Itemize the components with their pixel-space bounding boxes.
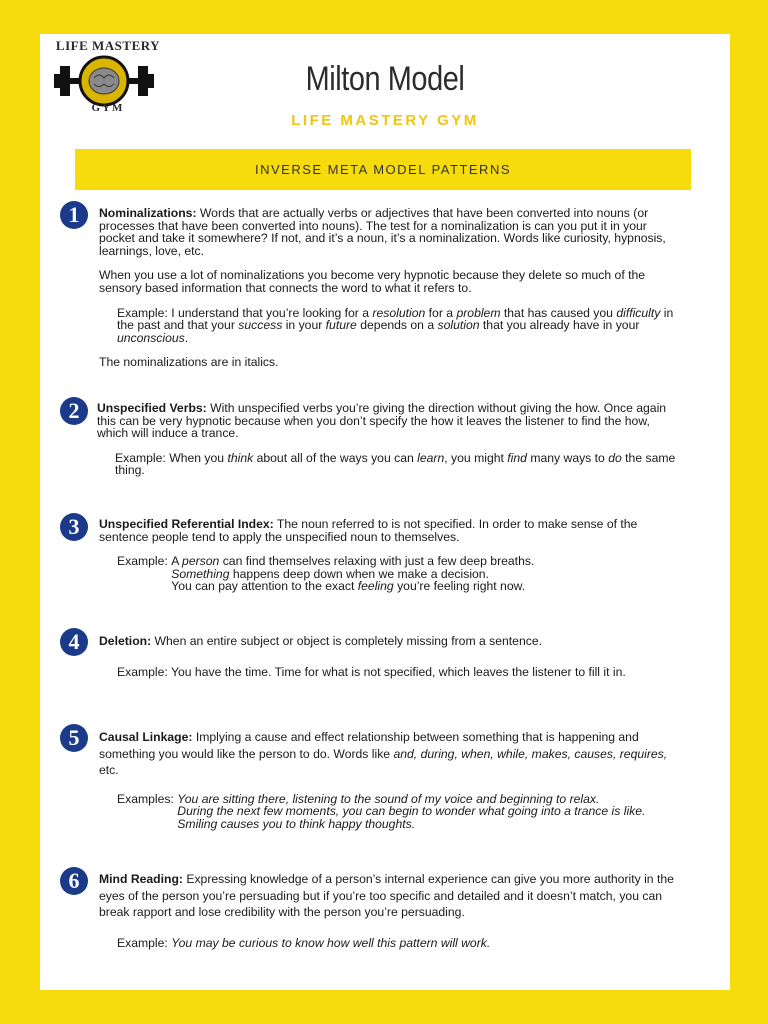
pattern-label: Mind Reading: [99,872,183,886]
pattern-label: Unspecified Referential Index: [99,517,274,531]
pattern-text: Implying a cause and effect relationship between something that is happening and something you would like the person to do. Words like [99,730,639,761]
number-badge-5: 5 [60,724,88,752]
pattern-text: The noun referred to is not specified. In order to make sense of the sentence people tend to apply the unspecified noun to themselves. [99,517,638,544]
section-banner: INVERSE META MODEL PATTERNS [75,149,691,190]
pattern-example: Example: A person can find themselves relaxing with just a few deep breaths. Something happens deep down when we make a decision. You can pay attention to the exact feeling you’re feeling right now. [117,554,535,594]
page-subtitle: LIFE MASTERY GYM [291,112,479,129]
pattern-label: Nominalizations: [99,206,197,220]
number-badge-4: 4 [60,628,88,656]
pattern-label: Causal Linkage: [99,730,193,744]
pattern-example: Examples: You are sitting there, listening to the sound of my voice and beginning to relax. During the next few moments, you can begin to wonder what going into a trance is like. Smiling causes you to think happy thoughts. [117,791,646,831]
pattern-description [99,635,679,648]
pattern-label: Deletion: [99,634,152,648]
pattern-text: With unspecified verbs you’re giving the direction without giving the how. Once again this can be very hypnotic because when you don’t specify the how it leaves the listener to find the how, which will induce a trance. [97,401,667,441]
pattern-example: Example: You have the time. Time for what is not specified, which leaves the listener to fill it in. [117,664,626,679]
pattern-explanation: When you use a lot of nominalizations you become very hypnotic because they delete so much of the sensory based information that connects the word to what it refers to. [99,268,646,295]
pattern-description [99,518,679,543]
pattern-text: Words that are actually verbs or adjectives that have been converted into nouns (or processes that have been converted into nouns). The test for a nominalization is can you put it in your pocket and take it somewhere? If not, and it’s a noun, it’s a nominalization. Words like curiosity, hypnosis, learnings, love, etc. [99,206,666,258]
pattern-note: The nominalizations are in italics. [99,355,279,370]
linking-words: and, during, when, while, makes, causes, requires, [393,746,668,761]
pattern-description: Causal Linkage: Implying a cause and effect relationship between something that is happening and something you would like the person to do. Words like and, during, when, while, makes, causes, requires, etc. [99,730,668,777]
logo-top-text: LIFE MASTERY [55,38,161,53]
pattern-label: Unspecified Verbs: [97,401,207,415]
pattern-description [99,207,679,257]
number-badge-6: 6 [60,867,88,895]
number-badge-3: 3 [60,513,88,541]
number-badge-1: 1 [60,201,88,229]
pattern-text: When an entire subject or object is completely missing from a sentence. [151,634,542,648]
number-badge-2: 2 [60,397,88,425]
pattern-example: Example: I understand that you’re looking for a resolution for a problem that has caused you difficulty in the past and that your success in your future depends on a solution that you already have in your unconscious. [117,305,674,345]
pattern-text: Expressing knowledge of a person’s internal experience can give you more authority in the eyes of the person you’re persuading but if you’re too specific and detailed and it doesn’t match, you can break rapport and lose credibility with the person you’re persuading. [99,872,674,919]
pattern-description [99,871,679,921]
pattern-description [97,402,677,440]
logo-bottom-text: GYM [91,102,125,114]
document-page [40,34,730,990]
pattern-example: Example: When you think about all of the ways you can learn, you might find many ways to do the same thing. [115,450,676,478]
pattern-example: Example: You may be curious to know how well this pattern will work. [117,935,491,950]
page-title: Milton Model [305,60,465,98]
